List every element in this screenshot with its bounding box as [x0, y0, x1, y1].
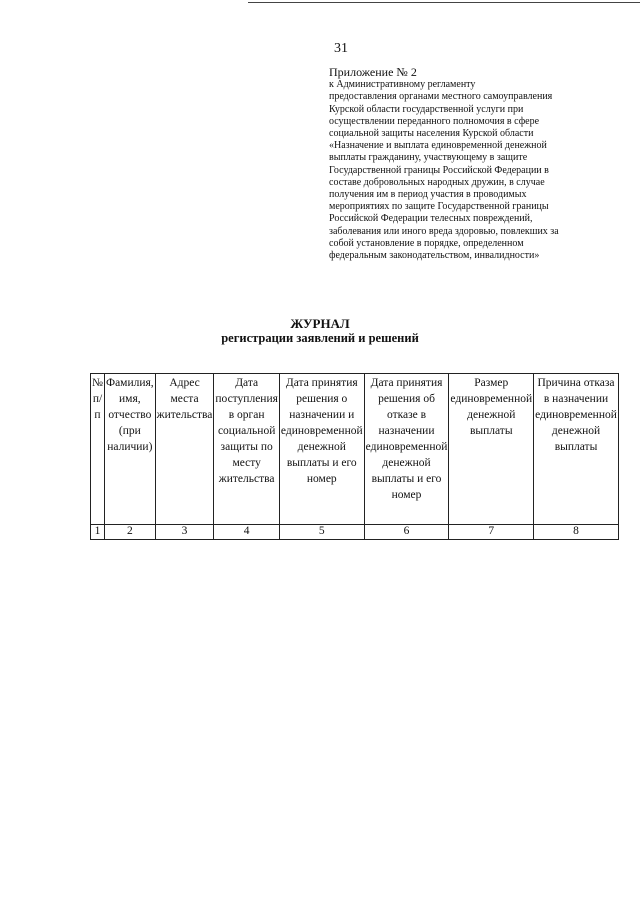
appendix-line: собой установление в порядке, определенном	[329, 237, 524, 249]
column-header: Причина отказа в назначении единовременной денежной выплаты	[534, 374, 619, 525]
appendix-line: «Назначение и выплата единовременной денежной	[329, 140, 547, 152]
column-number: 4	[214, 525, 280, 540]
column-number: 6	[364, 525, 449, 540]
appendix-line: предоставления органами местного самоуправления	[329, 91, 553, 103]
appendix-text	[329, 79, 599, 262]
column-number: 2	[104, 525, 155, 540]
top-rule	[248, 2, 640, 3]
column-header: Дата принятия решения об отказе в назначении единовременной денежной выплаты и его номер	[364, 374, 449, 525]
appendix-title: Приложение № 2	[329, 65, 417, 79]
appendix-line: федеральным законодательством, инвалидности»	[329, 250, 540, 262]
column-header: № п/п	[91, 374, 105, 525]
journal-table	[90, 373, 619, 540]
appendix-line: Курской области государственной услуги при	[329, 103, 524, 115]
page-number: 31	[334, 41, 348, 56]
appendix-line: Государственной границы Российской Федерации в	[329, 164, 549, 176]
column-number: 5	[279, 525, 364, 540]
column-header: Адрес места жительства	[155, 374, 214, 525]
appendix-block	[329, 66, 599, 262]
column-number: 1	[91, 525, 105, 540]
column-number: 3	[155, 525, 214, 540]
column-header: Дата поступления в орган социальной защиты по месту жительства	[214, 374, 280, 525]
column-number: 7	[449, 525, 534, 540]
journal-subtitle: регистрации заявлений и решений	[221, 331, 419, 345]
appendix-line: осуществлении переданного полномочия в сфере	[329, 115, 540, 127]
appendix-line: к Административному регламенту	[329, 79, 476, 91]
journal-title: ЖУРНАЛ	[290, 316, 350, 331]
appendix-line: социальной защиты населения Курской области	[329, 128, 534, 140]
appendix-line: выплаты гражданину, участвующему в защите	[329, 152, 528, 164]
table-header-row	[91, 374, 619, 525]
appendix-line: заболевания или иного вреда здоровью, повлекших за	[329, 225, 559, 237]
appendix-line: получения им в период участия в проводимых	[329, 189, 527, 201]
column-header: Дата принятия решения о назначении и единовременной денежной выплаты и его номер	[279, 374, 364, 525]
appendix-line: мероприятиях по защите Государственной границы	[329, 201, 549, 213]
appendix-line: Российской Федерации телесных повреждений,	[329, 213, 533, 225]
column-number: 8	[534, 525, 619, 540]
column-header: Размер единовременной денежной выплаты	[449, 374, 534, 525]
column-header: Фамилия, имя, отчество (при наличии)	[104, 374, 155, 525]
table-row	[91, 525, 619, 540]
appendix-line: составе добровольных народных дружин, в случае	[329, 176, 545, 188]
